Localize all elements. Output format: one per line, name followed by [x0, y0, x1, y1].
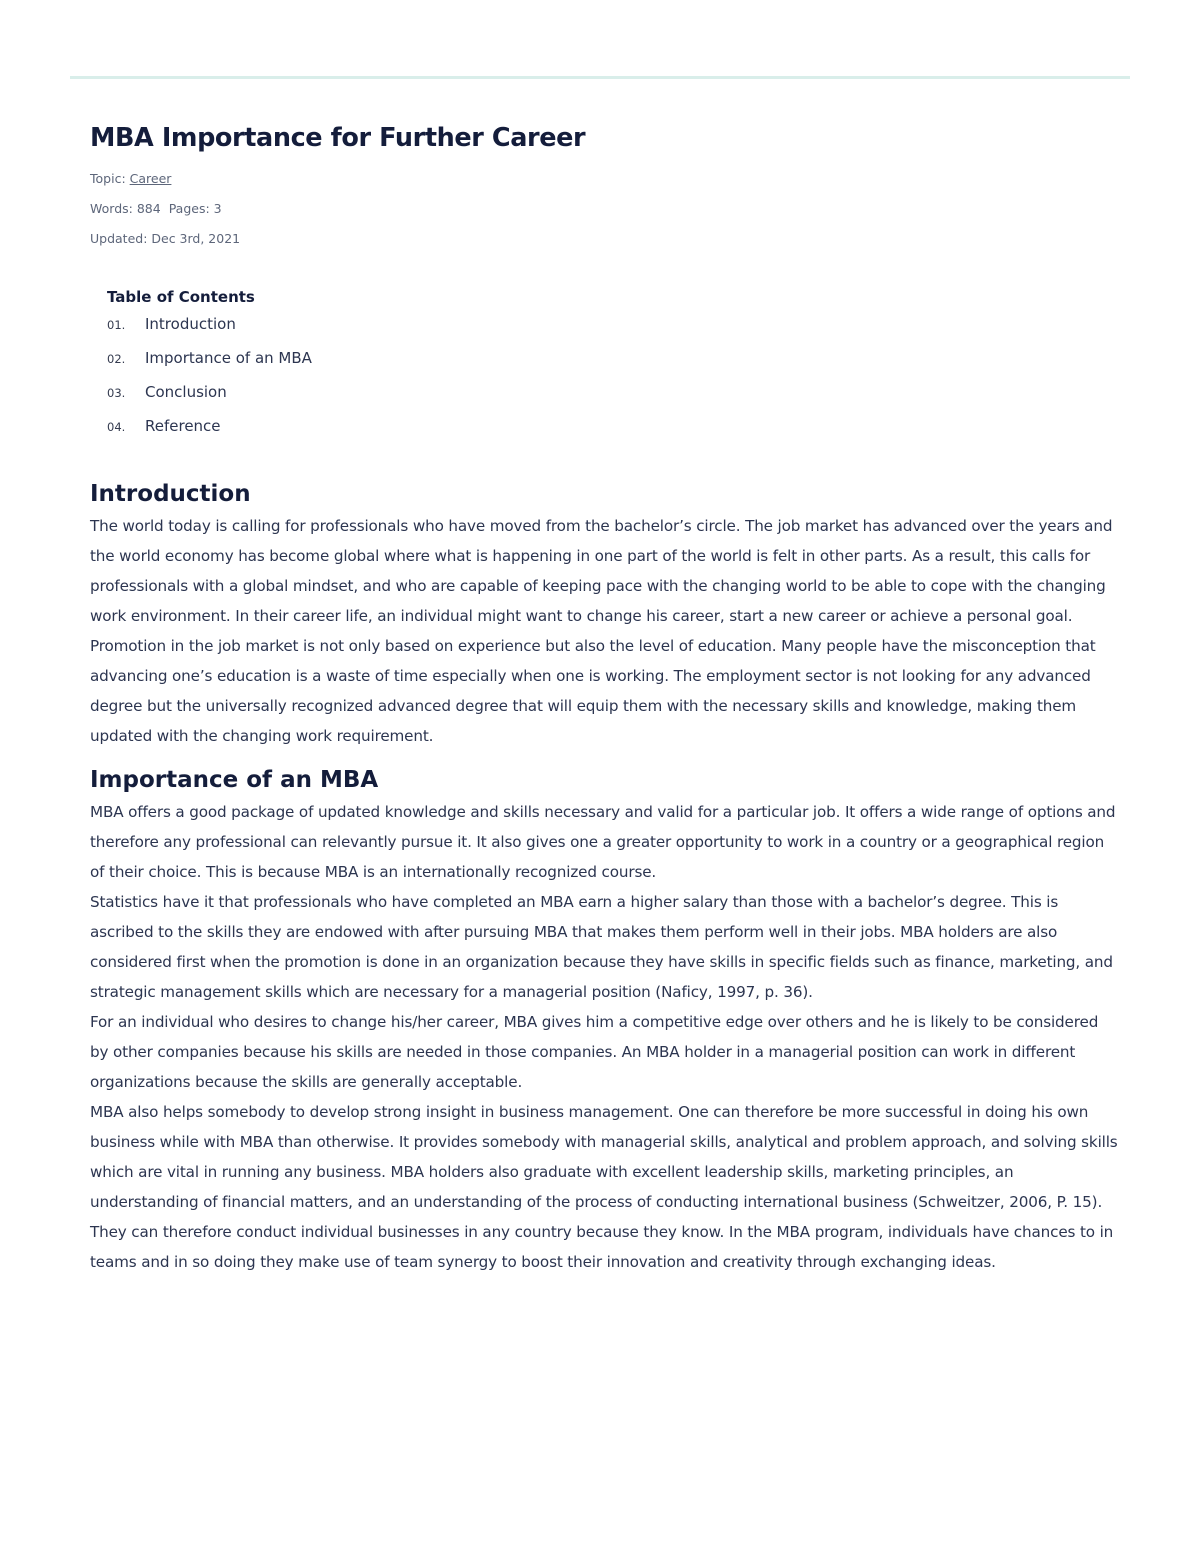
topic-label: Topic: [90, 171, 126, 186]
toc-number: 03. [107, 386, 126, 400]
updated-date: Updated: Dec 3rd, 2021 [90, 231, 241, 246]
paragraph-importance-1: MBA offers a good package of updated knowledge and skills necessary and valid for a particular job. It offers a wide range of options and therefore any professional can relevantly pursue it. It also gives one a greater opportunity to work in a country or a geographical region of their choice. This is because MBA is an internationally recognized course. [90, 803, 1116, 881]
paragraph-importance-3: For an individual who desires to change his/her career, MBA gives him a competitive edge over others and he is likely to be considered by other companies because his skills are needed in those companies. An MBA holder in a managerial position can work in different organizations because the skills are generally acceptable. [90, 1013, 1099, 1091]
word-page-count [90, 201, 1120, 217]
toc-item-conclusion [107, 383, 1120, 417]
pages-count: Pages: 3 [168, 201, 222, 216]
paragraph-introduction: The world today is calling for professionals who have moved from the bachelor’s circle. The job market has advanced over the years and the world economy has become global where what is happening in one part of the world is felt in other parts. As a result, this calls for professionals with a global mindset, and who are capable of keeping pace with the changing world to be able to cope with the changing work environment. In their career life, an individual might want to change his career, start a new career or achieve a personal goal. Promotion in the job market is not only based on experience but also the level of education. Many people have the misconception that advancing one’s education is a waste of time especially when one is working. The employment sector is not looking for any advanced degree but the universally recognized advanced degree that will equip them with the necessary skills and knowledge, making them updated with the changing work requirement. [90, 517, 1113, 745]
document-body [90, 118, 1120, 1277]
toc-number: 02. [107, 352, 126, 366]
toc-link-introduction[interactable]: Introduction [145, 315, 236, 333]
toc-item-introduction [107, 315, 1120, 349]
paragraph-importance-4: MBA also helps somebody to develop strong insight in business management. One can therefore be more successful in doing his own business while with MBA than otherwise. It provides somebody with managerial skills, analytical and problem approach, and solving skills which are vital in running any business. MBA holders also graduate with excellent leadership skills, marketing principles, an understanding of financial matters, and an understanding of the process of conducting international business (Schweitzer, 2006, P. 15). They can therefore conduct individual businesses in any country because they know. In the MBA program, individuals have chances to in teams and in so doing they make use of team synergy to boost their innovation and creativity through exchanging ideas. [90, 1103, 1118, 1271]
toc-number: 01. [107, 318, 126, 332]
toc-number: 04. [107, 420, 126, 434]
words-count: Words: 884 [90, 201, 161, 216]
section-heading-introduction: Introduction [90, 481, 251, 507]
toc-item-reference [107, 417, 1120, 451]
section-heading-importance: Importance of an MBA [90, 767, 379, 793]
paragraph-importance-2: Statistics have it that professionals who have completed an MBA earn a higher salary than those with a bachelor’s degree. This is ascribed to the skills they are endowed with after pursuing MBA that makes them perform well in their jobs. MBA holders are also considered first when the promotion is done in an organization because they have skills in specific fields such as finance, marketing, and strategic management skills which are necessary for a managerial position (Naficy, 1997, p. 36). [90, 893, 1113, 1001]
top-divider [70, 76, 1130, 79]
table-of-contents [107, 287, 1120, 451]
toc-item-importance [107, 349, 1120, 383]
topic-link[interactable]: Career [129, 171, 172, 186]
topic-meta [90, 171, 1120, 187]
toc-title: Table of Contents [107, 288, 255, 306]
toc-list [107, 315, 1120, 451]
toc-link-importance[interactable]: Importance of an MBA [145, 349, 312, 367]
page-title: MBA Importance for Further Career [90, 123, 586, 153]
toc-link-conclusion[interactable]: Conclusion [145, 383, 227, 401]
toc-link-reference[interactable]: Reference [145, 417, 221, 435]
